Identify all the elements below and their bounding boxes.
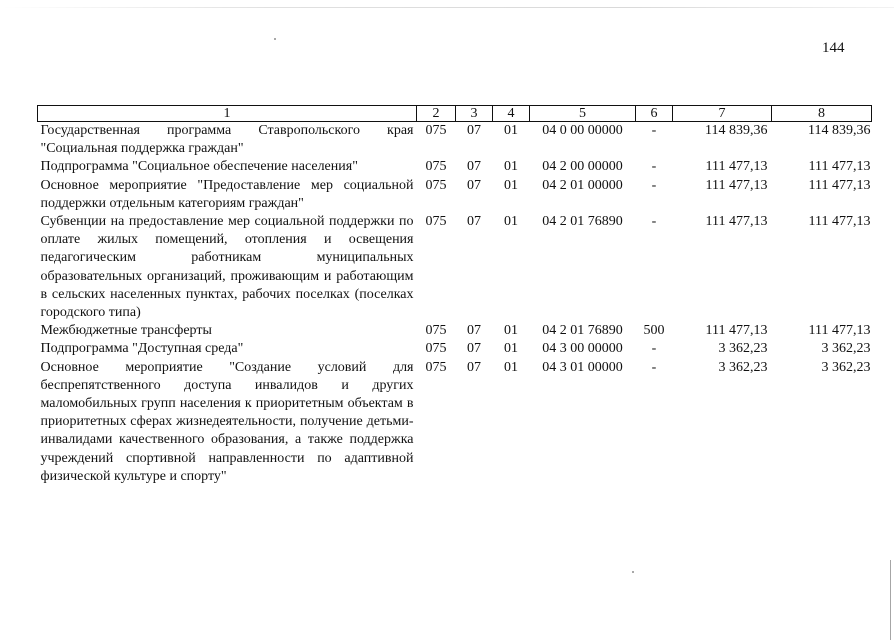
column-header: 3 [456,106,493,122]
table-row [38,158,872,176]
column-header: 8 [772,106,872,122]
table-row [38,322,872,340]
row-name: Межбюджетные трансферты [40,323,212,339]
scan-edge-top [0,7,894,8]
row-expense-type: - [651,159,657,175]
row-amount-col8: 111 477,13 [808,214,871,230]
row-amount-col8: 114 839,36 [808,123,871,138]
row-code-ministry: 075 [425,359,447,375]
row-amount-col7: 111 477,13 [705,159,768,175]
row-code-ministry: 075 [425,123,447,138]
row-code-subsection: 01 [504,123,518,138]
row-amount-col8: 111 477,13 [808,177,871,193]
header-row [38,106,872,122]
row-amount-col7: 3 362,23 [718,359,768,375]
row-expense-type: 500 [643,323,665,339]
row-code-section: 07 [467,341,481,357]
row-expense-type: - [651,341,657,357]
row-target-article: 04 0 00 00000 [542,123,623,138]
page-number: 144 [822,40,845,56]
column-header: 7 [673,106,772,122]
row-name: Основное мероприятие "Создание условий для беспрепятственного доступа инвалидов и других маломобильных групп населения к приоритетным объектам в приоритетных сферах жизнедеятельности, получение детьми-инвалидами качественного образования, а также поддержка учреждений спортивной направленности по адаптивной физической культуре и спорту" [40,359,414,484]
row-amount-col8: 111 477,13 [808,323,871,339]
row-amount-col7: 111 477,13 [705,214,768,230]
table-row [38,213,872,322]
scan-speck [632,571,634,573]
row-code-section: 07 [467,177,481,193]
row-code-ministry: 075 [425,214,447,230]
row-code-subsection: 01 [504,214,518,230]
row-code-subsection: 01 [504,341,518,357]
row-code-section: 07 [467,123,481,138]
row-target-article: 04 3 01 00000 [542,359,623,375]
row-amount-col7: 114 839,36 [705,123,768,138]
row-code-section: 07 [467,159,481,175]
row-target-article: 04 2 00 00000 [542,159,623,175]
row-amount-col7: 111 477,13 [705,177,768,193]
row-code-section: 07 [467,323,481,339]
row-name: Основное мероприятие "Предоставление мер социальной поддержки отдельным категориям граждан" [40,177,414,211]
row-target-article: 04 3 00 00000 [542,341,623,357]
column-header: 6 [636,106,673,122]
column-header: 4 [493,106,530,122]
row-target-article: 04 2 01 00000 [542,177,623,193]
row-name: Субвенции на предоставление мер социальной поддержки по оплате жилых помещений, отопления и освещения педагогическим работникам муниципальных образовательных организаций, проживающим и работающим в сельских населенных пунктах, рабочих поселках (поселках городского типа) [40,214,414,321]
row-expense-type: - [651,359,657,375]
row-name: Подпрограмма "Социальное обеспечение населения" [40,159,358,175]
row-expense-type: - [651,177,657,193]
row-expense-type: - [651,214,657,230]
budget-table [37,105,872,486]
scan-speck [274,38,276,40]
table-row [38,177,872,213]
row-name: Государственная программа Ставропольского края "Социальная поддержка граждан" [40,123,414,157]
row-code-subsection: 01 [504,359,518,375]
row-expense-type: - [651,123,657,138]
column-header: 2 [417,106,456,122]
row-code-ministry: 075 [425,159,447,175]
row-amount-col8: 3 362,23 [821,341,871,357]
row-amount-col7: 111 477,13 [705,323,768,339]
column-header: 5 [530,106,636,122]
table-row [38,122,872,159]
row-code-subsection: 01 [504,323,518,339]
row-code-subsection: 01 [504,159,518,175]
row-code-subsection: 01 [504,177,518,193]
row-amount-col8: 111 477,13 [808,159,871,175]
row-target-article: 04 2 01 76890 [542,214,623,230]
row-code-ministry: 075 [425,177,447,193]
row-code-ministry: 075 [425,341,447,357]
scan-edge-right [890,560,891,640]
row-code-section: 07 [467,214,481,230]
row-amount-col8: 3 362,23 [821,359,871,375]
table-row [38,359,872,486]
row-target-article: 04 2 01 76890 [542,323,623,339]
row-name: Подпрограмма "Доступная среда" [40,341,244,357]
row-amount-col7: 3 362,23 [718,341,768,357]
row-code-section: 07 [467,359,481,375]
row-code-ministry: 075 [425,323,447,339]
table-row [38,340,872,358]
column-header: 1 [38,106,417,122]
